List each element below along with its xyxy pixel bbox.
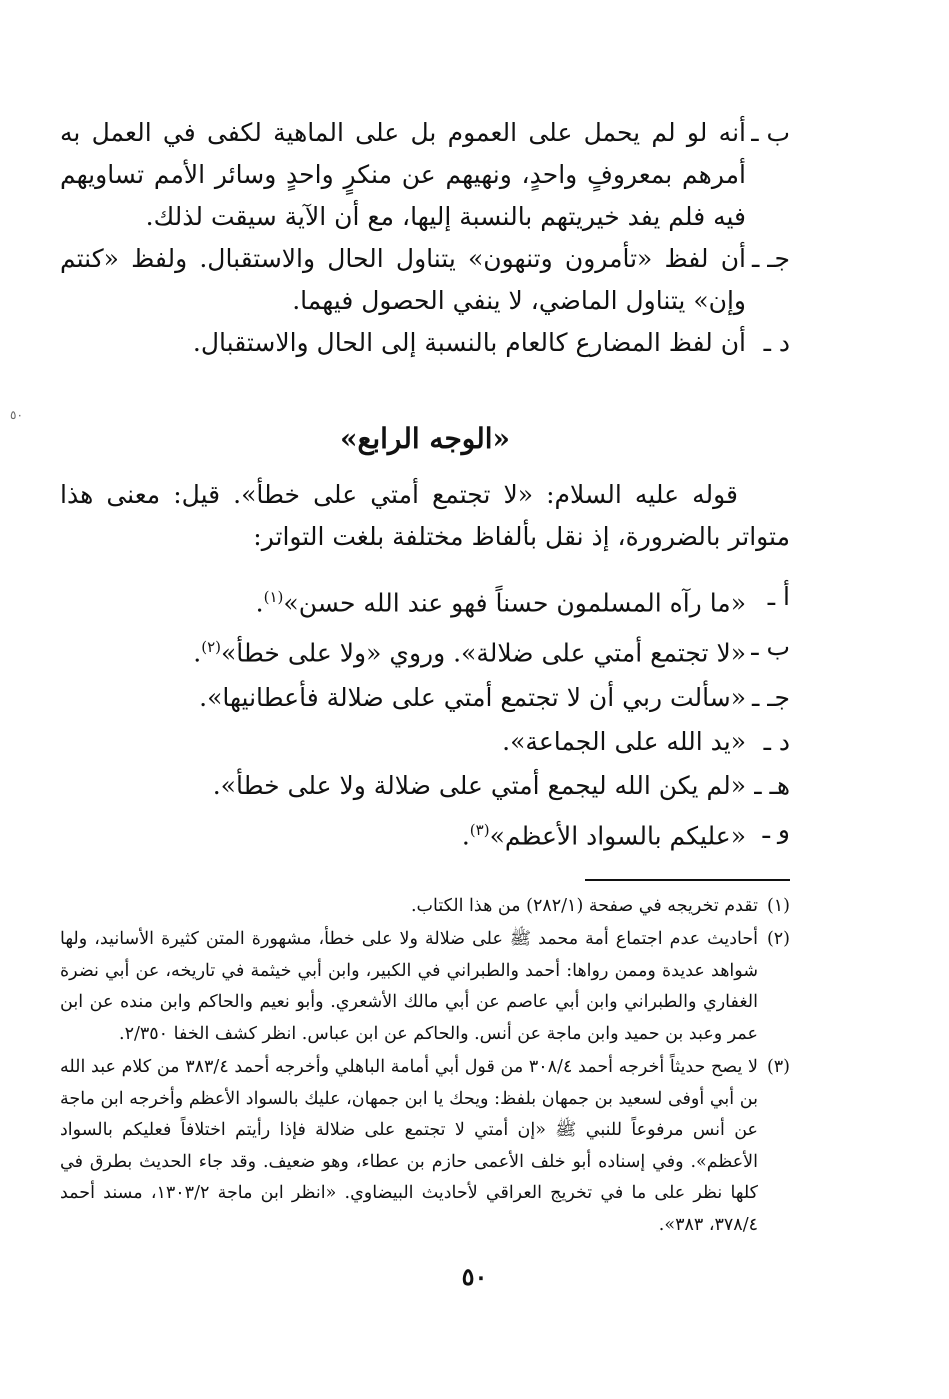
footnote-text: لا يصح حديثاً أخرجه أحمد ٣٠٨/٤ من قول أبي أمامة الباهلي وأخرجه أحمد ٣٨٣/٤ من كلام عبد الله بن أبي أوفى لسعيد بن جمهان بلفظ: ويحك يا ابن جمهان، عليك بالسواد الأعظم وأخرجه ابن ماجة عن أنس مرفوعاً للنبي ﷺ «إن أمتي لا تجتمع على ضلالة فإذا رأيتم اختلافاً فعليكم بالسواد الأعظم». وفي إسناده أبو خلف الأعمى حازم بن عطاء، وهو ضعيف. وقد جاء الحديث بطرق في كلها نظر على ما في تخريج العراقي لأحاديث البيضاوي. «انظر ابن ماجة ١٣٠٣/٢، مسند أحمد ٣٧٨/٤، ٣٨٣». [60,1057,759,1235]
top-items [60,112,790,364]
item-text: أن لفظ «تأمرون وتنهون» يتناول الحال والاستقبال. ولفظ «كنتم وإن» يتناول الماضي، لا ينفي الحصول فيهما. [60,244,746,315]
quote-text: «عليكم بالسواد الأعظم» [489,820,746,850]
quote-text: «لم يكن الله ليجمع أمتي على ضلالة ولا على خطأ». [212,770,746,800]
quote-item [60,626,790,674]
footnote [60,924,790,1050]
footnote-text: أحاديث عدم اجتماع أمة محمد ﷺ على ضلالة ولا على خطأ، مشهورة المتن كثيرة الأسانيد، ولها شواهد عديدة وممن رواها: أحمد والطبراني في الكبير، وابن أبي خيثمة في تاريخه، عن أبي نضرة الغفاري والطبراني وابن أبي عاصم عن أبي مالك الأشعري. وأبو نعيم والحاكم وابن منده عن ابن عمر وعبد بن حميد وابن ماجة عن أنس. والحاكم عن ابن عباس. انظر كشف الخفا ٢/٣٥٠. [60,929,758,1044]
quote-item [60,721,790,763]
item-label: جـ ـ [751,244,790,273]
quote-item [60,765,790,807]
quote-text: «ما رآه المسلمون حسناً فهو عند الله حسن» [283,588,746,618]
quote-item [60,576,790,624]
intro-paragraph: قوله عليه السلام: «لا تجتمع أمتي على خطأ». قيل: معنى هذا متواتر بالضرورة، إذ نقل بألفاظ مختلفة بلغت التواتر: [60,480,790,551]
quote-label: أ ـ [767,582,790,611]
page-content [60,112,790,1243]
section-heading: «الوجه الرابع» [339,422,511,455]
footnote-text: تقدم تخريجه في صفحة (٢٨٢/١) من هذا الكتاب. [410,895,758,916]
footnote-ref: (١) [263,588,284,606]
quote-label: و ـ [762,814,790,844]
item-label: د ـ [763,328,790,357]
footnote-label: (٣) [766,1057,790,1078]
list-item [60,112,790,238]
footnotes [60,891,790,1242]
quotes-list [60,576,790,857]
quote-tail: . [255,588,264,618]
item-text: أن لفظ المضارع كالعام بالنسبة إلى الحال والاستقبال. [192,328,746,357]
quote-label: د ـ [763,726,790,756]
list-item [60,238,790,322]
quote-item [60,809,790,857]
footnote [60,891,790,923]
quote-tail: . [193,638,202,668]
list-item [60,322,790,364]
footnote-label: (٢) [766,929,790,950]
footnote-ref: (٣) [469,820,490,839]
footnote-label: (١) [766,895,790,916]
quote-text: «لا تجتمع أمتي على ضلالة». وروي «ولا على خطأ» [221,638,746,668]
footnote-divider [585,879,790,881]
footnote-ref: (٢) [201,638,221,657]
quote-label: هـ ـ [754,770,790,800]
main-text [60,112,790,857]
page-number: ٥٠ [461,1262,488,1291]
item-label: ب ـ [751,118,790,147]
quote-text: «يد الله على الجماعة». [502,726,746,756]
quote-label: جـ ـ [751,682,790,712]
margin-mark: ٥٠ [10,408,23,422]
footnote [60,1052,790,1241]
item-text: أنه لو لم يحمل على العموم بل على الماهية لكفى في العمل به أمرهم بمعروفٍ واحدٍ، ونهيهم عن منكرٍ واحدٍ وسائر الأمم تساويهم فيه فلم يفد خيريتهم بالنسبة إليها، مع أن الآية سيقت لذلك. [60,118,746,231]
quote-item [60,677,790,719]
quote-text: «سألت ربي أن لا تجتمع أمتي على ضلالة فأعطانيها». [199,682,746,712]
quote-label: ب ـ [751,632,790,662]
quote-tail: . [461,820,470,850]
